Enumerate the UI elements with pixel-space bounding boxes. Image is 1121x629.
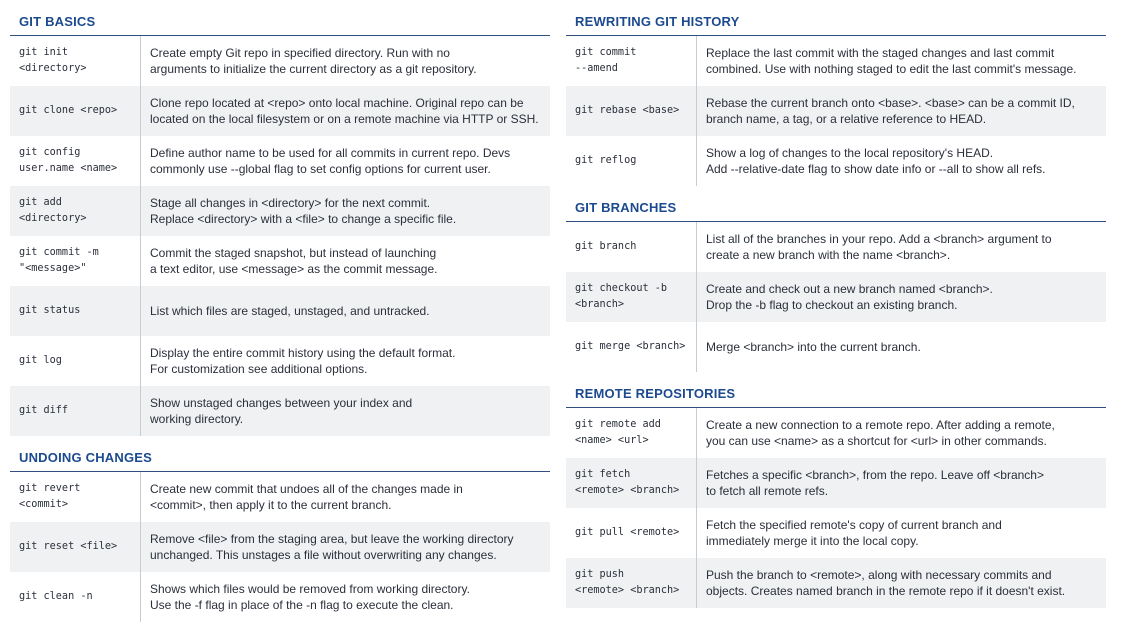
section-title: GIT BASICS	[10, 0, 550, 36]
command-syntax: git pull <remote>	[566, 508, 697, 558]
command-syntax: git clone <repo>	[10, 86, 141, 136]
command-syntax: git remote add <name> <url>	[566, 408, 697, 458]
command-syntax: git reflog	[566, 136, 697, 186]
command-description: Push the branch to <remote>, along with necessary commits and objects. Creates named branch in the remote repo if it doesn't exist.	[706, 568, 1066, 598]
command-row	[566, 558, 1106, 608]
command-syntax: git clean -n	[10, 572, 141, 622]
command-description: Show a log of changes to the local repository's HEAD. Add --relative-date flag to show date info or --all to show all refs.	[706, 146, 1046, 176]
command-row	[10, 186, 550, 236]
command-row	[10, 286, 550, 336]
command-syntax: git merge <branch>	[566, 322, 697, 372]
command-description: Merge <branch> into the current branch.	[706, 340, 921, 354]
command-description: Remove <file> from the staging area, but leave the working directory unchanged. This unstages a file without overwriting any changes.	[150, 532, 514, 562]
command-description: Display the entire commit history using the default format. For customization see additional options.	[150, 346, 456, 376]
command-syntax: git commit -m "<message>"	[10, 236, 141, 286]
command-description: List which files are staged, unstaged, and untracked.	[150, 304, 430, 318]
command-row	[10, 136, 550, 186]
command-syntax: git config user.name <name>	[10, 136, 141, 186]
command-description: Fetch the specified remote's copy of current branch and immediately merge it into the local copy.	[706, 518, 1002, 548]
command-syntax: git checkout -b <branch>	[566, 272, 697, 322]
command-row	[10, 86, 550, 136]
section-title: UNDOING CHANGES	[10, 436, 550, 472]
command-row	[10, 386, 550, 436]
command-description: Clone repo located at <repo> onto local machine. Original repo can be located on the local filesystem or on a remote machine via HTTP or SSH.	[150, 96, 539, 126]
section-title: REMOTE REPOSITORIES	[566, 372, 1106, 408]
command-row	[566, 408, 1106, 458]
command-description: Create empty Git repo in specified directory. Run with no arguments to initialize the current directory as a git repository.	[150, 46, 477, 76]
command-syntax: git revert <commit>	[10, 472, 141, 522]
command-description: List all of the branches in your repo. Add a <branch> argument to create a new branch with the name <branch>.	[706, 232, 1052, 262]
command-syntax: git fetch <remote> <branch>	[566, 458, 697, 508]
section-git-basics	[10, 0, 550, 436]
command-description: Define author name to be used for all commits in current repo. Devs commonly use --global flag to set config options for current user.	[150, 146, 511, 176]
command-syntax: git add <directory>	[10, 186, 141, 236]
section-git-branches	[566, 186, 1106, 372]
command-description: Rebase the current branch onto <base>. <base> can be a commit ID, branch name, a tag, or a relative reference to HEAD.	[706, 96, 1075, 126]
command-row	[10, 522, 550, 572]
command-row	[566, 136, 1106, 186]
command-syntax: git reset <file>	[10, 522, 141, 572]
command-description: Replace the last commit with the staged changes and last commit combined. Use with nothing staged to edit the last commit's message.	[706, 46, 1077, 76]
command-row	[10, 472, 550, 522]
command-description: Fetches a specific <branch>, from the repo. Leave off <branch> to fetch all remote refs.	[706, 468, 1044, 498]
command-row	[566, 508, 1106, 558]
command-syntax: git branch	[566, 222, 697, 272]
command-syntax: git push <remote> <branch>	[566, 558, 697, 608]
command-row	[10, 36, 550, 86]
section-rewriting-git-history	[566, 0, 1106, 186]
command-row	[10, 236, 550, 286]
section-title: GIT BRANCHES	[566, 186, 1106, 222]
command-row	[566, 272, 1106, 322]
command-description: Stage all changes in <directory> for the next commit. Replace <directory> with a <file> to change a specific file.	[150, 196, 457, 226]
command-row	[566, 458, 1106, 508]
command-row	[566, 36, 1106, 86]
section-remote-repositories	[566, 372, 1106, 608]
command-description: Shows which files would be removed from working directory. Use the -f flag in place of the -n flag to execute the clean.	[150, 582, 470, 612]
left-column	[10, 0, 550, 622]
section-undoing-changes	[10, 436, 550, 622]
command-description: Show unstaged changes between your index and working directory.	[150, 396, 413, 426]
command-description: Commit the staged snapshot, but instead of launching a text editor, use <message> as the commit message.	[150, 246, 438, 276]
command-row	[566, 86, 1106, 136]
command-syntax: git commit --amend	[566, 36, 697, 86]
command-syntax: git rebase <base>	[566, 86, 697, 136]
command-description: Create new commit that undoes all of the changes made in <commit>, then apply it to the current branch.	[150, 482, 463, 512]
command-row	[566, 322, 1106, 372]
command-description: Create and check out a new branch named <branch>. Drop the -b flag to checkout an existing branch.	[706, 282, 993, 312]
command-description: Create a new connection to a remote repo. After adding a remote, you can use <name> as a shortcut for <url> in other commands.	[706, 418, 1055, 448]
command-row	[566, 222, 1106, 272]
section-title: REWRITING GIT HISTORY	[566, 0, 1106, 36]
right-column	[566, 0, 1106, 608]
command-syntax: git diff	[10, 386, 141, 436]
command-syntax: git status	[10, 286, 141, 336]
command-syntax: git init <directory>	[10, 36, 141, 86]
command-syntax: git log	[10, 336, 141, 386]
command-row	[10, 572, 550, 622]
command-row	[10, 336, 550, 386]
